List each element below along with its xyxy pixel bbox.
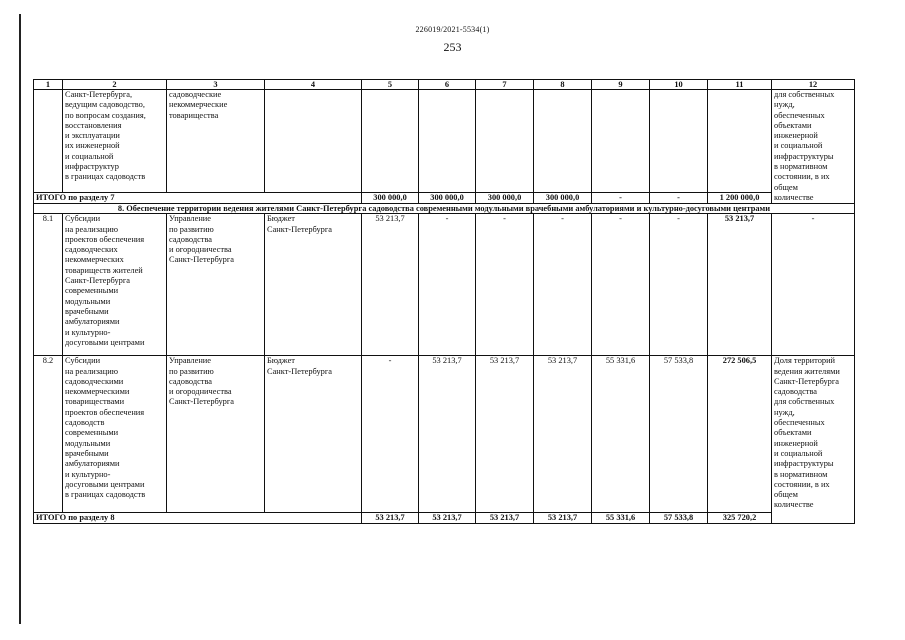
cell-executor: Управление по развитию садоводства и огородничества Санкт-Петербурга xyxy=(167,356,265,513)
cell-value: - xyxy=(650,214,708,356)
cell-value: 53 213,7 xyxy=(419,356,476,513)
program-table xyxy=(33,79,855,524)
table-row-8-2 xyxy=(34,356,855,513)
col-header: 1 xyxy=(34,80,63,90)
section-8-title: 8. Обеспечение территории ведения жителями Санкт-Петербурга садоводства современными модульными врачебными амбулаториями и культурно-досуговыми центрами xyxy=(34,204,855,214)
cell-value: 53 213,7 xyxy=(362,214,419,356)
scan-edge-line xyxy=(19,14,21,624)
cell-source: Бюджет Санкт-Петербурга xyxy=(265,214,362,356)
table-row-continued xyxy=(34,90,855,193)
cell-executor: садоводческие некоммерческие товарищества xyxy=(167,90,265,193)
cell-indicator: Доля территорий ведения жителями Санкт-Петербурга садоводства для собственных нужд, обеспеченных объектами инженерной и социальной инфраструктуры в нормативном состоянии, в их общем количестве xyxy=(772,356,855,524)
total-label: ИТОГО по разделу 8 xyxy=(34,513,362,524)
cell-indicator: для собственных нужд, обеспеченных объектами инженерной и социальной инфраструктуры в нормативном состоянии, в их общем количестве xyxy=(772,90,855,204)
cell-total: 272 506,5 xyxy=(708,356,772,513)
col-header: 9 xyxy=(592,80,650,90)
cell-value: - xyxy=(592,193,650,204)
cell-value: - xyxy=(362,356,419,513)
total-row-section-7 xyxy=(34,193,855,204)
column-number-row xyxy=(34,80,855,90)
cell-description: Санкт-Петербурга, ведущим садоводство, по вопросам создания, восстановления и эксплуатации их инженерной и социальной инфраструктур в границах садоводств xyxy=(63,90,167,193)
cell-value: 300 000,0 xyxy=(419,193,476,204)
cell-value: 53 213,7 xyxy=(476,356,534,513)
col-header: 3 xyxy=(167,80,265,90)
cell-value: 300 000,0 xyxy=(534,193,592,204)
cell-value: - xyxy=(592,214,650,356)
cell-value: 53 213,7 xyxy=(419,513,476,524)
cell-value: - xyxy=(650,193,708,204)
cell-row-number: 8.2 xyxy=(34,356,63,513)
cell-total: 53 213,7 xyxy=(708,214,772,356)
col-header: 5 xyxy=(362,80,419,90)
cell-value: 55 331,6 xyxy=(592,356,650,513)
total-row-section-8 xyxy=(34,513,855,524)
cell-value: 53 213,7 xyxy=(534,513,592,524)
table-row-8-1 xyxy=(34,214,855,356)
cell-value: 1 200 000,0 xyxy=(708,193,772,204)
col-header: 6 xyxy=(419,80,476,90)
col-header: 12 xyxy=(772,80,855,90)
cell-value: 300 000,0 xyxy=(476,193,534,204)
document-id: 226019/2021-5534(1) xyxy=(415,25,490,34)
cell-value: 57 533,8 xyxy=(650,356,708,513)
col-header: 2 xyxy=(63,80,167,90)
col-header: 8 xyxy=(534,80,592,90)
cell-value: 53 213,7 xyxy=(534,356,592,513)
total-label: ИТОГО по разделу 7 xyxy=(34,193,362,204)
cell-indicator: - xyxy=(772,214,855,356)
cell-executor: Управление по развитию садоводства и огородничества Санкт-Петербурга xyxy=(167,214,265,356)
cell-value: 57 533,8 xyxy=(650,513,708,524)
cell-value: - xyxy=(419,214,476,356)
cell-row-number: 8.1 xyxy=(34,214,63,356)
section-heading-row xyxy=(34,204,855,214)
cell-description: Субсидии на реализацию садоводческими некоммерческими товариществами проектов обеспечения садоводств современными модульными врачебными амбулаториями и культурно- досуговыми центрами в границах садоводств xyxy=(63,356,167,513)
cell-description: Субсидии на реализацию проектов обеспечения садоводческих некоммерческих товариществ жителей Санкт-Петербурга современными модульными врачебными амбулаториями и культурно- досуговыми центрами xyxy=(63,214,167,356)
col-header: 10 xyxy=(650,80,708,90)
col-header: 4 xyxy=(265,80,362,90)
cell-source: Бюджет Санкт-Петербурга xyxy=(265,356,362,513)
cell-value: - xyxy=(476,214,534,356)
col-header: 7 xyxy=(476,80,534,90)
cell-value: 325 720,2 xyxy=(708,513,772,524)
page-number: 253 xyxy=(443,40,462,54)
col-header: 11 xyxy=(708,80,772,90)
cell-value: 53 213,7 xyxy=(476,513,534,524)
cell-value: 55 331,6 xyxy=(592,513,650,524)
cell-value: - xyxy=(534,214,592,356)
cell-value: 300 000,0 xyxy=(362,193,419,204)
cell-value: 53 213,7 xyxy=(362,513,419,524)
